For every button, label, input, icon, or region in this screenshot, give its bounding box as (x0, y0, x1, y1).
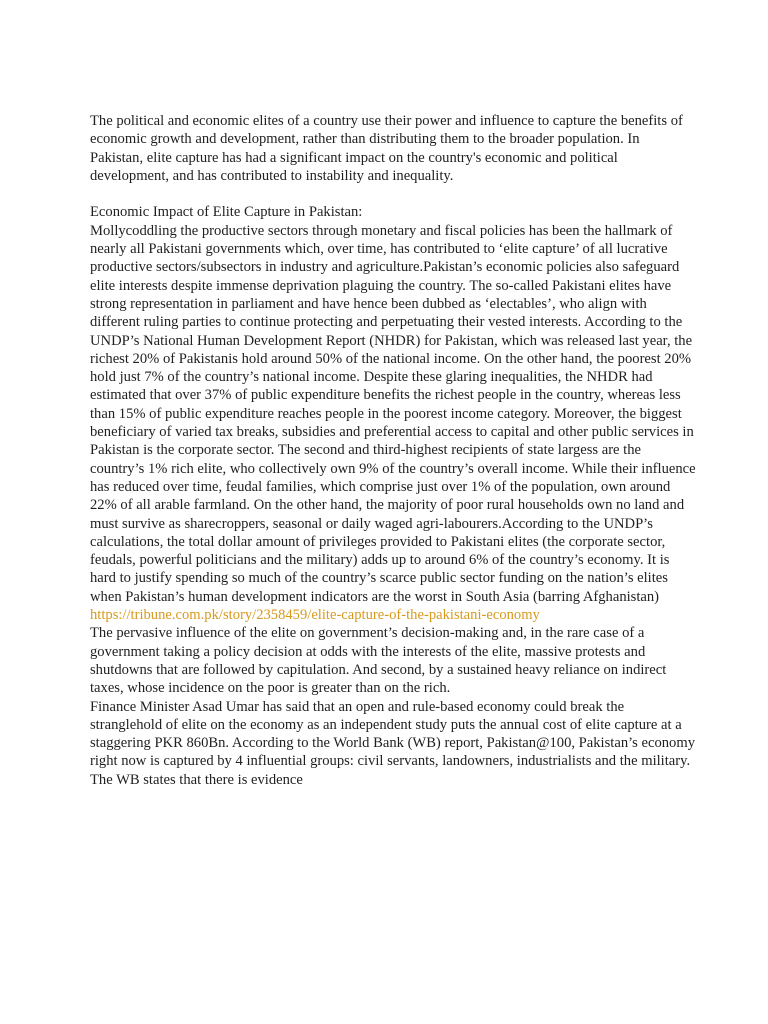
section-heading: Economic Impact of Elite Capture in Pakistan: (90, 204, 363, 221)
body-paragraph-1: Mollycoddling the productive sectors through monetary and fiscal policies has been the hallmark of nearly all Pakistani governments which, over time, has contributed to ‘elite capture’ of all lucrative productive sectors/subsectors in industry and agriculture.Pakistan’s economic policies also safeguard elite interests despite immense deprivation plaguing the country. The so-called Pakistani elites have strong representation in parliament and have hence been dubbed as ‘electables’, who align with different ruling parties to continue protecting and perpetuating their vested interests. According to the UNDP’s National Human Development Report (NHDR) for Pakistan, which was released last year, the richest 20% of Pakistanis hold around 50% of the national income. On the other hand, the poorest 20% hold just 7% of the country’s national income. Despite these glaring inequalities, the NHDR had estimated that over 37% of public expenditure benefits the richest people in the country, whereas less than 15% of public expenditure reaches people in the poorest income category. Moreover, the biggest beneficiary of varied tax breaks, subsidies and preferential access to capital and other public services in Pakistan is the corporate sector. The second and third-highest recipients of state largess are the country’s 1% rich elite, who collectively own 9% of the country’s overall income. While their influence has reduced over time, feudal families, which comprise just over 1% of the population, own around 22% of all arable farmland. On the other hand, the majority of poor rural households own no land and must survive as sharecroppers, seasonal or daily waged agri-labourers.According to the UNDP’s calculations, the total dollar amount of privileges provided to Pakistani elites (the corporate sector, feudals, powerful politicians and the military) adds up to around 6% of the country’s economy. It is hard to justify spending so much of the country’s scarce public sector funding on the nation’s elites when Pakistan’s human development indicators are the worst in South Asia (barring Afghanistan) (90, 222, 696, 605)
source-link[interactable]: https://tribune.com.pk/story/2358459/elite-capture-of-the-pakistani-economy (90, 607, 540, 624)
document-page (90, 112, 696, 789)
intro-paragraph: The political and economic elites of a country use their power and influence to capture the benefits of economic growth and development, rather than distributing them to the broader population. In Pakistan, elite capture has had a significant impact on the country's economic and political development, and has contributed to instability and inequality. (90, 113, 683, 184)
body-paragraph-2: The pervasive influence of the elite on government’s decision-making and, in the rare case of a government taking a policy decision at odds with the interests of the elite, massive protests and shutdowns that are followed by capitulation. And second, by a sustained heavy reliance on indirect taxes, whose incidence on the poor is greater than on the rich. (90, 625, 667, 697)
body-paragraph-3: Finance Minister Asad Umar has said that an open and rule-based economy could break the stranglehold of elite on the economy as an independent study puts the annual cost of elite capture at a staggering PKR 860Bn. According to the World Bank (WB) report, Pakistan@100, Pakistan’s economy right now is captured by 4 influential groups: civil servants, landowners, industrialists and the military. The WB states that there is evidence (90, 698, 695, 788)
paragraph-spacer (90, 185, 696, 203)
